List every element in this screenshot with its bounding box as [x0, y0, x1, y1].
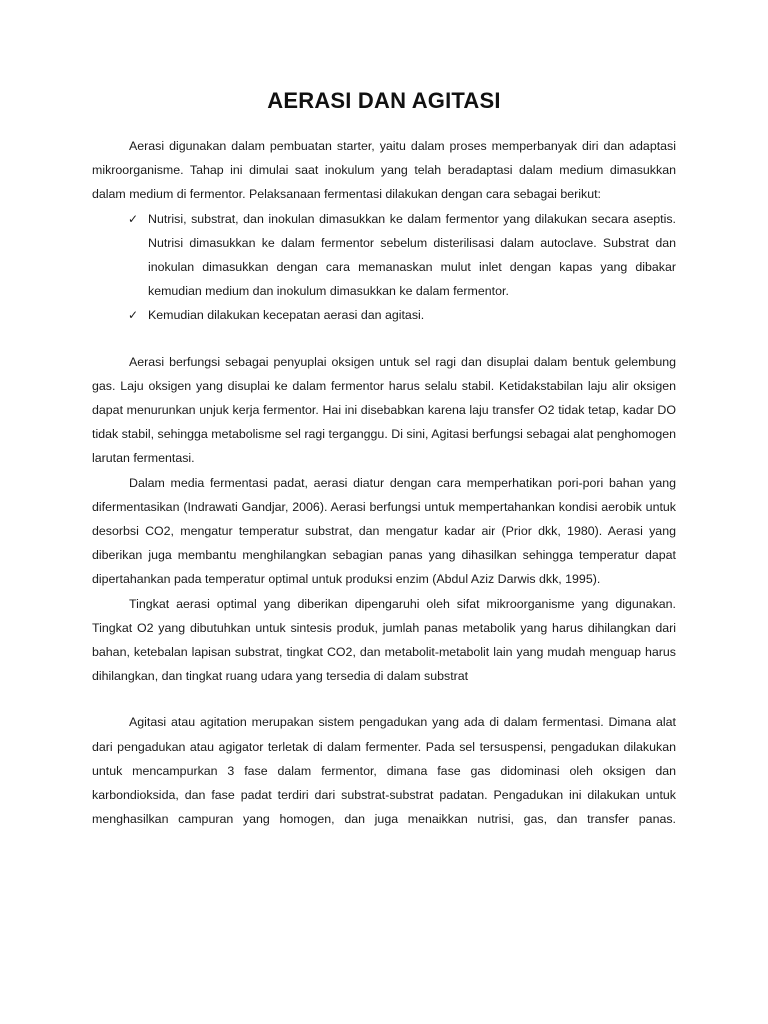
list-item [128, 303, 676, 327]
list-item-text: Nutrisi, substrat, dan inokulan dimasukkan ke dalam fermentor yang dilakukan secara aseptis. Nutrisi dimasukkan ke dalam fermentor sebelum disterilisasi dalam autoclave. Substrat dan inokulan dimasukkan dengan cara memanaskan mulut inlet dengan kapas yang dibakar kemudian medium dan inokulum dimasukkan ke dalam fermentor. [148, 211, 676, 299]
checklist [92, 207, 676, 328]
aerasi-paragraph-1: Aerasi berfungsi sebagai penyuplai oksigen untuk sel ragi dan disuplai dalam bentuk gelembung gas. Laju oksigen yang disuplai ke dalam fermentor harus selalu stabil. Ketidakstabilan laju alir oksigen dapat menurunkan unjuk kerja fermentor. Hai ini disebabkan karena laju transfer O2 tidak tetap, kadar DO tidak stabil, sehingga metabolisme sel ragi terganggu. Di sini, Agitasi berfungsi sebagai alat penghomogen larutan fermentasi. [92, 354, 676, 466]
aerasi-paragraph-2: Dalam media fermentasi padat, aerasi diatur dengan cara memperhatikan pori-pori bahan yang difermentasikan (Indrawati Gandjar, 2006). Aerasi berfungsi untuk mempertahankan kondisi aerobik untuk desorbsi CO2, mengatur temperatur substrat, dan mengatur kadar air (Prior dkk, 1980). Aerasi yang diberikan juga membantu menghilangkan sebagian panas yang dihasilkan sehingga temperatur dapat dipertahankan pada temperatur optimal untuk produksi enzim (Abdul Aziz Darwis dkk, 1995). [92, 475, 676, 587]
aerasi-paragraph-3: Tingkat aerasi optimal yang diberikan dipengaruhi oleh sifat mikroorganisme yang digunakan. Tingkat O2 yang dibutuhkan untuk sintesis produk, jumlah panas metabolik yang harus dihilangkan dari bahan, ketebalan lapisan substrat, tingkat CO2, dan metabolit-metabolit lain yang mudah menguap harus dihilangkan, dan tingkat ruang udara yang tersedia di dalam substrat [92, 596, 676, 684]
agitasi-paragraph: Agitasi atau agitation merupakan sistem pengadukan yang ada di dalam fermentasi. Dimana alat dari pengadukan atau agigator terletak di dalam fermenter. Pada sel tersuspensi, pengadukan dilakukan untuk mencampurkan 3 fase dalam fermentor, dimana fase gas didominasi oleh oksigen dan karbondioksida, dan fase padat terdiri dari substrat-substrat padatan. Pengadukan ini dilakukan untuk menghasilkan campuran yang homogen, dan juga menaikkan nutrisi, gas, dan transfer panas. [92, 715, 676, 827]
intro-paragraph: Aerasi digunakan dalam pembuatan starter, yaitu dalam proses memperbanyak diri dan adaptasi mikroorganisme. Tahap ini dimulai saat inokulum yang telah beradaptasi dalam medium dimasukkan dalam medium di fermentor. Pelaksanaan fermentasi dilakukan dengan cara sebagai berikut: [92, 139, 676, 202]
page-title: AERASI DAN AGITASI [267, 88, 501, 113]
section-spacer [92, 328, 676, 350]
list-item [128, 207, 676, 304]
document-body [92, 88, 676, 831]
list-item-text: Kemudian dilakukan kecepatan aerasi dan agitasi. [148, 308, 425, 323]
section-spacer [92, 688, 676, 710]
checkmark-icon: ✓ [128, 308, 139, 323]
checkmark-icon: ✓ [128, 211, 139, 226]
